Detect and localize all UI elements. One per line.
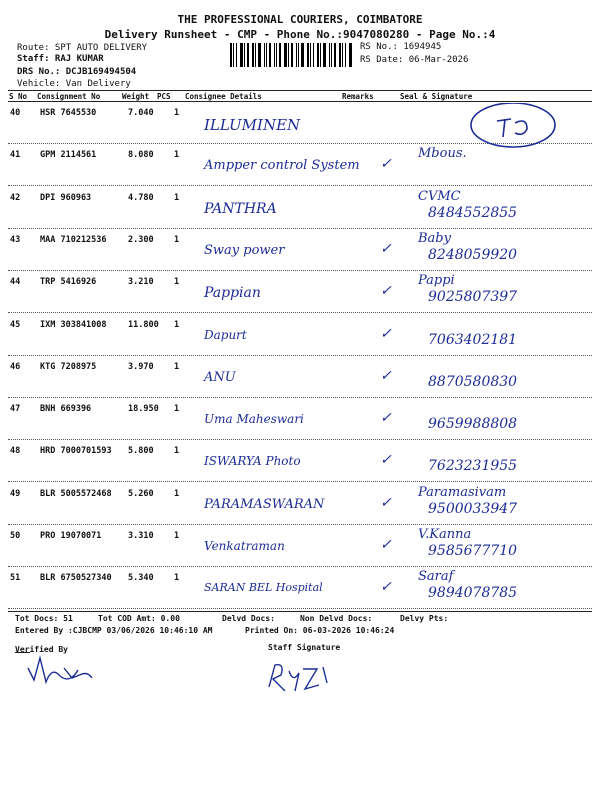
delivery-points: Delvy Pts: (400, 614, 449, 623)
barcode-bar (345, 43, 346, 67)
barcode-bar (240, 43, 243, 67)
row-weight: 3.310 (128, 531, 154, 541)
runsheet-title: THE PROFESSIONAL COURIERS, COIMBATORE (177, 13, 423, 26)
consignee-handwritten: ANU (204, 369, 236, 385)
barcode-bar (264, 43, 265, 67)
table-row (8, 314, 592, 356)
receiver-phone-number: 8484552855 (428, 204, 518, 221)
row-weight: 8.080 (128, 150, 154, 161)
staff-label: Staff: RAJ KUMAR (17, 54, 104, 64)
remarks-tick: ✓ (380, 283, 392, 300)
remarks-tick: ✓ (380, 452, 392, 469)
barcode-bar (269, 43, 271, 67)
receiver-phone-number: 9659988808 (428, 416, 518, 433)
total-cod-amount: Tot COD Amt: 0.00 (98, 614, 180, 623)
consignment-number: PRO 19070071 (40, 531, 102, 541)
row-serial-number: 40 (10, 108, 21, 118)
barcode-bar (310, 43, 311, 67)
barcode-bar (266, 43, 267, 67)
barcode-bar (307, 43, 309, 67)
row-weight: 7.040 (128, 108, 154, 118)
barcode-bar (329, 43, 330, 67)
barcode-bar (255, 43, 256, 67)
row-weight: 3.970 (128, 361, 154, 372)
consignment-number: DPI 960963 (40, 192, 92, 203)
remarks-tick: ✓ (380, 494, 392, 511)
receiver-phone-number: 7063402181 (428, 331, 518, 348)
barcode-bar (334, 43, 336, 67)
total-docs: Tot Docs: 51 (15, 614, 73, 623)
receiver-phone-number: 7623231955 (428, 458, 518, 475)
barcode-bar (252, 43, 254, 67)
remarks-tick: ✓ (380, 579, 392, 596)
consignment-number: HSR 7645530 (40, 108, 97, 118)
consignee-handwritten: SARAN BEL Hospital (204, 581, 323, 595)
delivered-docs: Delvd Docs: (222, 614, 275, 623)
barcode-bar (301, 43, 304, 67)
barcode-image (230, 43, 355, 67)
seal-signature: Paramasivam (418, 484, 507, 500)
barcode-bar (342, 43, 343, 67)
table-row (8, 187, 592, 229)
vehicle-label: Vehicle: Van Delivery (17, 79, 131, 89)
barcode-bar (323, 43, 326, 67)
row-pieces: 1 (174, 277, 180, 288)
consignment-number: KTG 7208975 (40, 361, 97, 372)
row-weight: 5.340 (128, 573, 154, 584)
row-pieces: 1 (174, 108, 180, 118)
consignment-number: IXM 303841008 (40, 319, 107, 330)
consignee-handwritten: Ampper control System (204, 158, 360, 174)
footer-rule (8, 611, 592, 612)
receiver-phone-number: 9894078785 (428, 585, 518, 602)
row-pieces: 1 (174, 488, 180, 499)
col-header-sno: S No (9, 92, 28, 101)
col-header-pcs: PCS (157, 92, 171, 101)
barcode-bar (230, 43, 232, 67)
row-serial-number: 46 (10, 361, 21, 372)
rs-number: RS No.: 1694945 (360, 42, 442, 52)
barcode-bar (244, 43, 245, 67)
barcode-bar (258, 43, 261, 67)
row-weight: 3.210 (128, 277, 154, 288)
consignee-handwritten: ILLUMINEN (204, 116, 301, 134)
row-pieces: 1 (174, 531, 180, 541)
route-label: Route: SPT AUTO DELIVERY (17, 43, 148, 53)
row-serial-number: 43 (10, 234, 21, 245)
barcode-bar (288, 43, 289, 67)
receiver-phone-number: 8248059920 (428, 246, 518, 263)
barcode-bar (298, 43, 299, 67)
verified-by-label: Verified By (15, 645, 68, 654)
row-serial-number: 45 (10, 319, 21, 330)
col-header-consignment: Consignment No (37, 92, 101, 101)
remarks-tick: ✓ (380, 156, 392, 173)
table-row (8, 229, 592, 271)
row-pieces: 1 (174, 404, 180, 415)
barcode-bar (247, 43, 249, 67)
table-row (8, 271, 592, 313)
row-weight: 4.780 (128, 192, 154, 203)
row-pieces: 1 (174, 150, 180, 161)
consignee-handwritten: PARAMASWARAN (204, 496, 325, 512)
consignee-handwritten: Uma Maheswari (204, 412, 304, 427)
col-header-seal: Seal & Signature (400, 92, 473, 101)
row-weight: 18.950 (128, 404, 159, 415)
consignee-handwritten: Sway power (204, 242, 285, 258)
non-delivered-docs: Non Delvd Docs: (300, 614, 373, 623)
consignee-handwritten: Venkatraman (204, 539, 285, 553)
receiver-phone-number: 8870580830 (428, 373, 518, 390)
remarks-tick: ✓ (380, 410, 392, 427)
seal-signature: CVMC (418, 188, 461, 204)
table-row (8, 356, 592, 398)
barcode-bar (339, 43, 341, 67)
remarks-tick: ✓ (380, 537, 392, 553)
consignment-number: BLR 5005572468 (40, 488, 112, 499)
barcode-bar (279, 43, 281, 67)
row-pieces: 1 (174, 192, 180, 203)
seal-signature: Baby (418, 230, 451, 246)
consignment-number: HRD 7000701593 (40, 446, 112, 457)
consignee-handwritten: Pappian (204, 285, 261, 302)
consignment-number: BLR 6750527340 (40, 573, 112, 584)
row-serial-number: 50 (10, 531, 21, 541)
row-serial-number: 49 (10, 488, 21, 499)
consignment-number: MAA 710212536 (40, 234, 107, 245)
remarks-tick: ✓ (380, 325, 392, 342)
rs-date: RS Date: 06-Mar-2026 (360, 55, 469, 65)
row-weight: 11.800 (128, 319, 159, 330)
consignment-number: TRP 5416926 (40, 277, 97, 288)
row-weight: 5.800 (128, 446, 154, 457)
barcode-bar (317, 43, 319, 67)
row-pieces: 1 (174, 234, 180, 245)
receiver-phone-number: 9025807397 (428, 289, 518, 306)
verifier-signature-icon (20, 648, 100, 693)
consignee-handwritten: ISWARYA Photo (204, 454, 301, 469)
barcode-bar (320, 43, 321, 67)
table-top-rule (8, 90, 592, 91)
receiver-phone-number: 9585677710 (428, 543, 518, 559)
barcode-bar (276, 43, 277, 67)
barcode-bar (331, 43, 332, 67)
row-pieces: 1 (174, 361, 180, 372)
col-header-remarks: Remarks (342, 92, 374, 101)
staff-signature-label: Staff Signature (268, 643, 341, 652)
table-row (8, 440, 592, 482)
row-serial-number: 44 (10, 277, 21, 288)
printed-on: Printed On: 06-03-2026 10:46:24 (245, 626, 395, 635)
row-pieces: 1 (174, 446, 180, 457)
seal-signature: V.Kanna (418, 527, 472, 542)
row-weight: 5.260 (128, 488, 154, 499)
barcode-bar (233, 43, 234, 67)
entered-by: Entered By :CJBCMP 03/06/2026 10:46:10 AM (15, 626, 213, 635)
barcode-bar (349, 43, 352, 67)
table-row (8, 398, 592, 440)
seal-signature: Saraf (418, 569, 454, 585)
barcode-bar (296, 43, 297, 67)
row-pieces: 1 (174, 573, 180, 584)
consignee-handwritten: PANTHRA (204, 200, 277, 217)
col-header-consignee: Consignee Details (185, 92, 262, 101)
receiver-phone-number: 9500033947 (428, 500, 518, 517)
remarks-tick: ✓ (380, 367, 392, 384)
runsheet-subtitle: Delivery Runsheet - CMP - Phone No.:9047080280 - Page No.:4 (104, 28, 496, 41)
row-pieces: 1 (174, 319, 180, 330)
seal-signature: Mbous. (418, 146, 467, 162)
row-serial-number: 51 (10, 573, 21, 584)
drs-number: DRS No.: DCJB169494504 (17, 67, 137, 77)
table-row (8, 525, 592, 567)
table-row (8, 483, 592, 525)
barcode-bar (313, 43, 314, 67)
table-row (8, 567, 592, 609)
barcode-bar (291, 43, 293, 67)
row-weight: 2.300 (128, 234, 154, 245)
barcode-bar (274, 43, 275, 67)
staff-signature-icon (265, 655, 345, 700)
barcode-bar (284, 43, 287, 67)
seal-signature: Pappi (418, 273, 455, 289)
consignment-number: BNH 669396 (40, 404, 92, 415)
row-serial-number: 41 (10, 150, 21, 161)
seal-stamp-icon (465, 103, 565, 153)
row-serial-number: 42 (10, 192, 21, 203)
consignee-handwritten: Dapurt (204, 327, 247, 342)
row-serial-number: 48 (10, 446, 21, 457)
barcode-bar (236, 43, 237, 67)
row-serial-number: 47 (10, 404, 21, 415)
col-header-weight: Weight (122, 92, 150, 101)
consignment-number: GPM 2114561 (40, 150, 97, 161)
remarks-tick: ✓ (380, 240, 392, 257)
